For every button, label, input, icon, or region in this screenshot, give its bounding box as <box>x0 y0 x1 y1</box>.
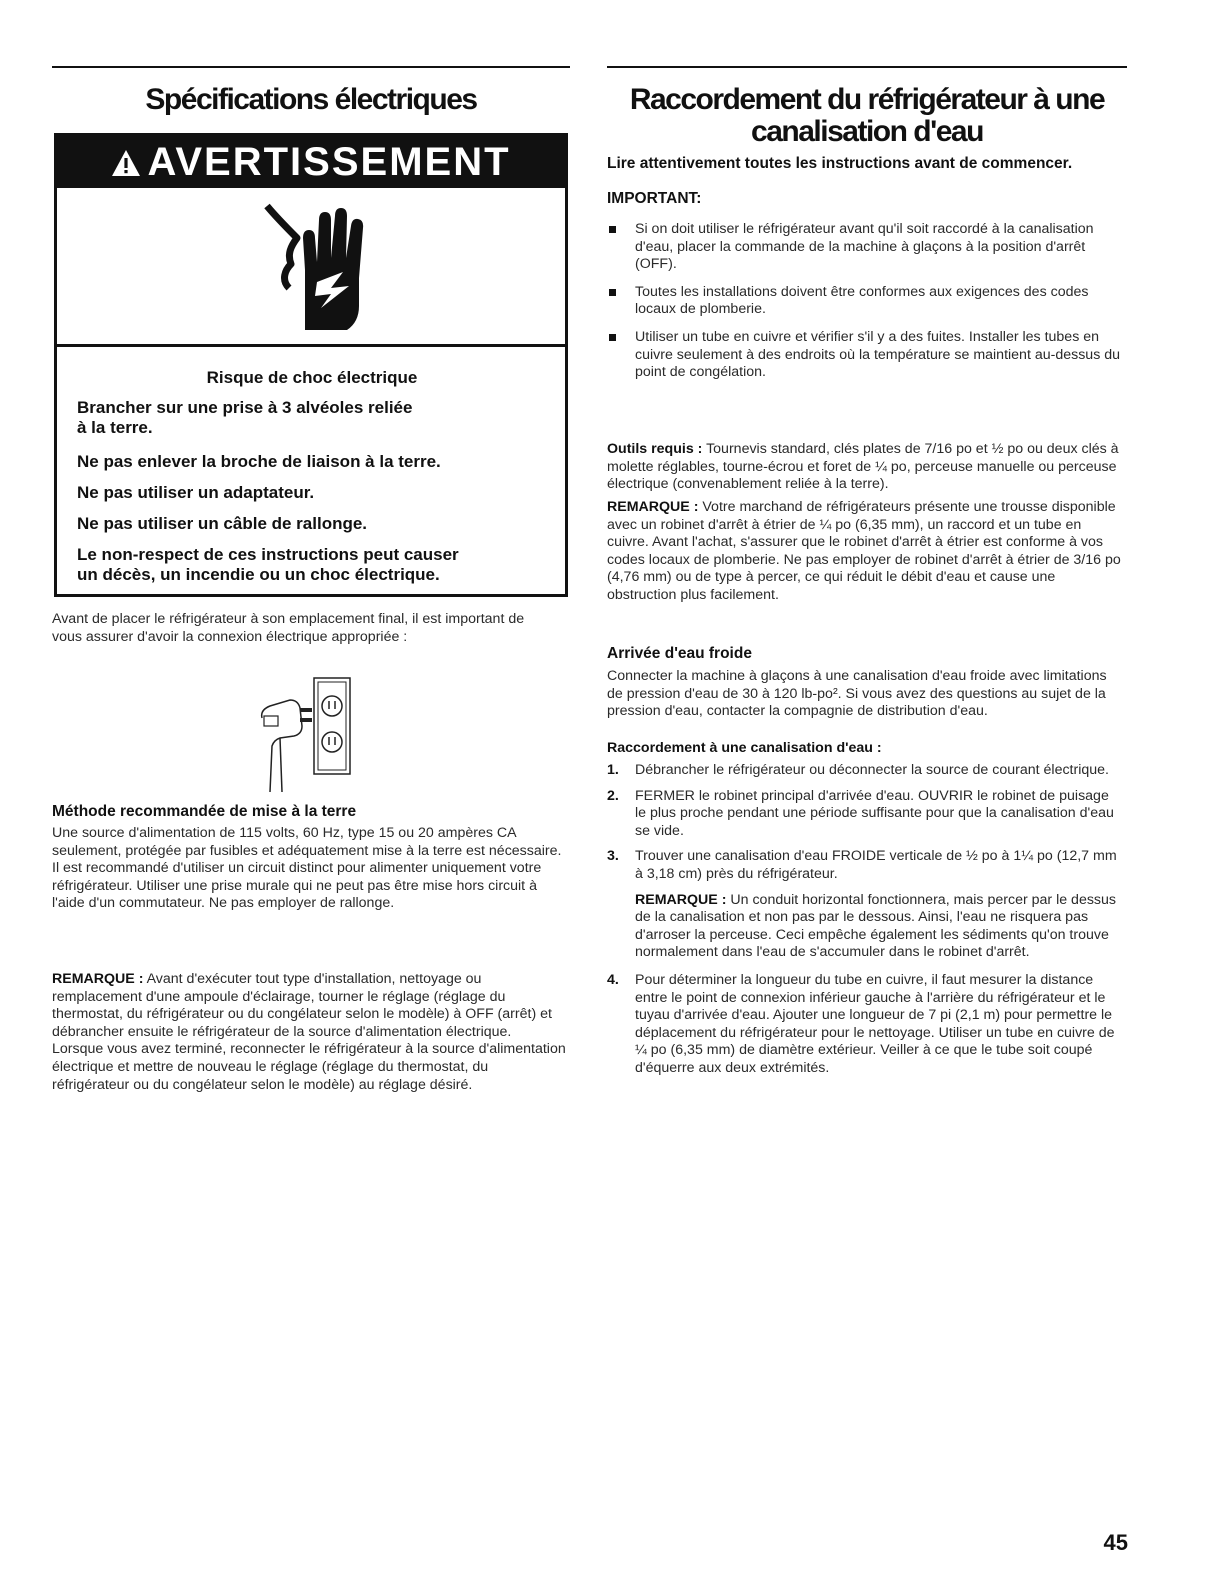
left-section-title: Spécifications électriques <box>145 83 477 116</box>
cold-water-title: Arrivée d'eau froide <box>607 645 752 662</box>
bullet-square-icon <box>609 334 616 341</box>
step-item: 2. FERMER le robinet principal d'arrivée d'eau. OUVRIR le robinet de puisage le plus proche pendant une période suffisante pour que la canalisation d'eau se vide. <box>607 787 1114 839</box>
warning-line-3: Ne pas utiliser un adaptateur. <box>77 483 315 502</box>
warning-line-4: Ne pas utiliser un câble de rallonge. <box>77 514 368 533</box>
warning-divider <box>57 344 565 347</box>
warning-line-5: Le non-respect de ces instructions peut causer un décès, un incendie ou un choc électrique. <box>77 545 459 584</box>
cold-water-paragraph: Connecter la machine à glaçons à une canalisation d'eau froide avec limitations de pression d'eau de 30 à 120 lb-po². Si vous avez des questions au sujet de la pression d'eau, contacter la compagnie de distribution d'eau. <box>607 668 1107 720</box>
warning-triangle-icon <box>111 138 141 190</box>
left-note-label: REMARQUE : <box>52 971 144 987</box>
steps-list <box>607 762 1121 1078</box>
tools-text: Tournevis standard, clés plates de 7/16 po et ½ po ou deux clés à molette réglables, tourne-écrou et foret de ¼ po, perceuse manuelle ou perceuse électrique (convenablement reliée à la terre). <box>607 441 1119 493</box>
warning-heading: AVERTISSEMENT <box>147 140 511 184</box>
right-top-rule <box>607 66 1127 68</box>
bullet-square-icon <box>609 289 616 296</box>
grounded-plug-outlet-icon <box>258 676 358 799</box>
right-note-text: Votre marchand de réfrigérateurs présente une trousse disponible avec un robinet d'arrêt à étrier de ¼ po (6,35 mm), un raccord et un tube en cuivre. Avant l'achat, s'assurer que le robinet d'arrêt à étrier est conforme à vos codes locaux de plomberie. Ne pas employer de robinet d'arrêt à étrier de 3/16 po (4,76 mm) ou de type à percer, ce qui réduit le débit d'eau et cause une obstruction plus facilement. <box>607 499 1121 603</box>
warning-line-1: Brancher sur une prise à 3 alvéoles reliée à la terre. <box>77 398 413 437</box>
warning-box <box>54 133 568 597</box>
step-item: 4. Pour déterminer la longueur du tube en cuivre, il faut mesurer la distance entre le point de connexion inférieur gauche à l'arrière du réfrigérateur et le tuyau d'arrivée d'eau. Ajouter une longueur de 7 pi (2,1 m) pour permettre le déplacement du réfrigérateur pour le nettoyage. Utiliser un tube en cuivre de ¼ po (6,35 mm) de diamètre extérieur. Veiller à ce que le tube soit coupé d'équerre aux deux extrémités. <box>607 971 1115 1076</box>
method-paragraph: Une source d'alimentation de 115 volts, 60 Hz, type 15 ou 20 ampères CA seulement, protégée par fusibles et adéquatement mise à la terre est nécessaire. Il est recommandé d'utiliser un circuit distinct pour alimenter uniquement votre réfrigérateur. Utiliser une prise murale qui ne peut pas être mise hors circuit à l'aide d'un commutateur. Ne pas employer de rallonge. <box>52 825 562 912</box>
bullet-item: Si on doit utiliser le réfrigérateur avant qu'il soit raccordé à la canalisation d'eau, placer la commande de la machine à glaçons à la position d'arrêt (OFF). <box>607 221 1123 274</box>
page-number: 45 <box>1103 1530 1128 1555</box>
step-3-note: REMARQUE : Un conduit horizontal fonctionnera, mais percer par le dessus de la canalisation et non pas par le dessous. Ainsi, l'eau ne risquera pas d'arroser la perceuse. Ceci empêche également les sédiments qu'on trouve normalement dans l'eau de s'accumuler dans le robinet d'arrêt. <box>635 891 1117 961</box>
read-first-note: Lire attentivement toutes les instructions avant de commencer. <box>607 155 1073 172</box>
bullet-item: Utiliser un tube en cuivre et vérifier s'il y a des fuites. Installer les tubes en cuivre seulement à des endroits où la température se maintient au-dessus du point de congélation. <box>607 329 1123 382</box>
connect-title: Raccordement à une canalisation d'eau : <box>607 740 882 756</box>
bullet-item: Toutes les installations doivent être conformes aux exigences des codes locaux de plomberie. <box>607 284 1123 319</box>
warning-header <box>57 136 565 188</box>
method-title: Méthode recommandée de mise à la terre <box>52 803 357 820</box>
important-bullets <box>607 221 1123 382</box>
right-note-paragraph <box>607 499 1123 605</box>
bullet-square-icon <box>609 226 616 233</box>
right-note-label: REMARQUE : <box>607 499 699 515</box>
left-note-text: Avant d'exécuter tout type d'installation, nettoyage ou remplacement d'une ampoule d'éclairage, tourner le réglage (réglage du thermostat, du réfrigérateur ou du congélateur selon le modèle) à OFF (arrêt) et débrancher ensuite le réfrigérateur de la source d'alimentation électrique. Lorsque vous avez terminé, reconnecter le réfrigérateur à la source d'alimentation électrique et mettre de nouveau le réglage (réglage du thermostat, du réfrigérateur ou du congélateur selon le modèle) au réglage désiré. <box>52 971 566 1093</box>
left-top-rule <box>52 66 570 68</box>
intro-paragraph: Avant de placer le réfrigérateur à son emplacement final, il est important de vous assurer d'avoir la connexion électrique appropriée : <box>52 611 525 645</box>
tools-label: Outils requis : <box>607 441 703 457</box>
step-item: 3. Trouver une canalisation d'eau FROIDE verticale de ½ po à 1¼ po (12,7 mm à 3,18 cm) près du réfrigérateur. <box>607 848 1117 882</box>
right-section-title: Raccordement du réfrigérateur à une canalisation d'eau <box>629 83 1105 148</box>
left-note-paragraph <box>52 971 566 1094</box>
warning-risk: Risque de choc électrique <box>206 368 418 387</box>
warning-line-2: Ne pas enlever la broche de liaison à la terre. <box>77 452 441 471</box>
tools-paragraph <box>607 441 1123 494</box>
electric-shock-hand-icon <box>247 198 387 343</box>
step-item: 1. Débrancher le réfrigérateur ou déconnecter la source de courant électrique. <box>607 762 1109 778</box>
important-label: IMPORTANT: <box>607 190 702 207</box>
